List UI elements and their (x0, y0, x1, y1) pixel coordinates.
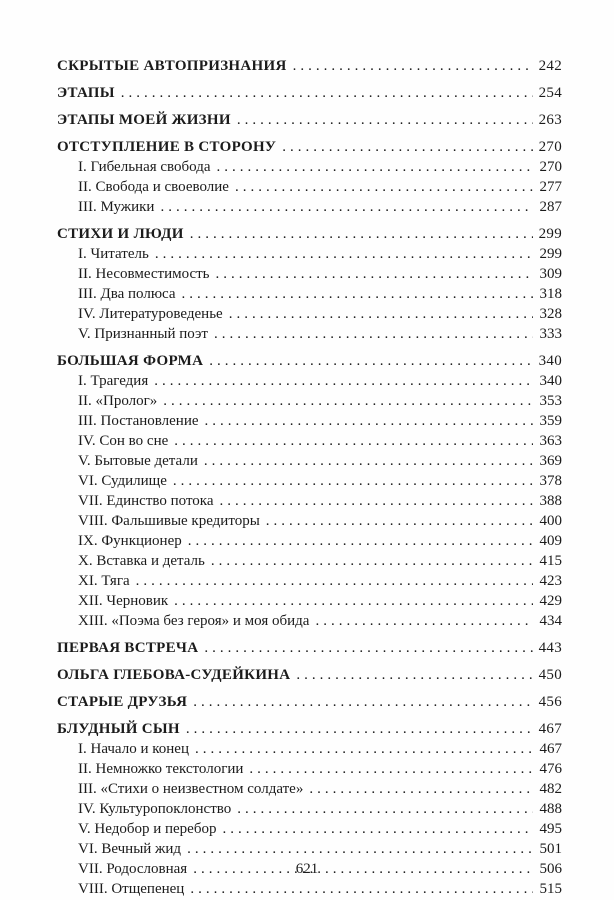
toc-entry-page: 456 (538, 694, 562, 710)
toc-entry-title: X. Вставка и деталь (78, 553, 205, 569)
toc-entry-title: XII. Черновик (78, 593, 169, 609)
toc-entry-page: 429 (539, 593, 562, 609)
toc-row (57, 611, 562, 631)
toc-entry-title: II. Несовместимость (78, 266, 210, 282)
toc-entry-page: 501 (539, 841, 562, 857)
toc-row (57, 411, 562, 431)
toc-entry-page: 482 (539, 781, 562, 797)
dot-leader (136, 571, 533, 591)
toc-row (57, 157, 562, 177)
toc-entry-title: I. Читатель (78, 246, 149, 262)
toc-row (57, 431, 562, 451)
dot-leader (249, 759, 533, 779)
toc-entry-title: II. Свобода и своеволие (78, 179, 229, 195)
dot-leader (282, 137, 533, 157)
toc-entry-title: ОЛЬГА ГЛЕБОВА-СУДЕЙКИНА (57, 667, 291, 683)
toc-row (57, 511, 562, 531)
toc-entry-page: 359 (539, 413, 562, 429)
toc-entry-page: 353 (539, 393, 562, 409)
toc-entry-title: XI. Тяга (78, 573, 130, 589)
toc-entry-title: СТИХИ И ЛЮДИ (57, 226, 184, 242)
dot-leader (193, 692, 533, 712)
toc-entry-page: 450 (538, 667, 562, 683)
dot-leader (173, 471, 533, 491)
toc-entry-title: I. Гибельная свобода (78, 159, 211, 175)
toc-entry-title: VIII. Отщепенец (78, 881, 185, 897)
toc-entry-title: V. Недобор и перебор (78, 821, 217, 837)
toc-row (57, 819, 562, 839)
dot-leader (205, 411, 533, 431)
toc-entry-page: 263 (538, 112, 562, 128)
toc-entry-page: 488 (539, 801, 562, 817)
toc-entry-page: 270 (539, 159, 562, 175)
dot-leader (121, 83, 533, 103)
toc-entry-page: 467 (539, 741, 562, 757)
toc-row (57, 371, 562, 391)
dot-leader (237, 799, 533, 819)
toc-entry-title: I. Трагедия (78, 373, 149, 389)
dot-leader (211, 551, 533, 571)
toc-entry-page: 409 (539, 533, 562, 549)
dot-leader (174, 431, 533, 451)
toc-row (57, 324, 562, 344)
toc-entry-title: III. Постановление (78, 413, 199, 429)
toc-entry-title: V. Бытовые детали (78, 453, 198, 469)
dot-leader (174, 591, 533, 611)
toc-entry-title: VI. Вечный жид (78, 841, 182, 857)
dot-leader (220, 491, 533, 511)
dot-leader (296, 665, 533, 685)
toc-entry-page: 415 (539, 553, 562, 569)
toc-row (57, 551, 562, 571)
toc-entry-page: 443 (538, 640, 562, 656)
dot-leader (163, 391, 533, 411)
toc-entry-title: БЛУДНЫЙ СЫН (57, 721, 180, 737)
dot-leader (204, 638, 533, 658)
toc-entry-page: 400 (539, 513, 562, 529)
toc-row (57, 224, 562, 244)
toc-entry-page: 434 (539, 613, 562, 629)
toc-entry-title: БОЛЬШАЯ ФОРМА (57, 353, 204, 369)
dot-leader (209, 351, 533, 371)
toc-entry-page: 287 (539, 199, 562, 215)
dot-leader (186, 719, 533, 739)
dot-leader (216, 264, 533, 284)
toc-row (57, 137, 562, 157)
toc-row (57, 779, 562, 799)
dot-leader (266, 511, 533, 531)
toc-row (57, 110, 562, 130)
toc-entry-page: 328 (539, 306, 562, 322)
dot-leader (195, 739, 533, 759)
toc-entry-page: 318 (539, 286, 562, 302)
toc-entry-page: 270 (538, 139, 562, 155)
dot-leader (204, 451, 533, 471)
toc-entry-title: IX. Функционер (78, 533, 182, 549)
toc-row (57, 264, 562, 284)
toc-row (57, 665, 562, 685)
toc-row (57, 197, 562, 217)
dot-leader (154, 371, 533, 391)
toc-entry-title: VII. Единство потока (78, 493, 214, 509)
toc-entry-page: 363 (539, 433, 562, 449)
toc-row (57, 391, 562, 411)
toc-entry-title: СКРЫТЫЕ АВТОПРИЗНАНИЯ (57, 58, 287, 74)
toc-row (57, 491, 562, 511)
toc-entry-page: 299 (539, 246, 562, 262)
toc-row (57, 471, 562, 491)
toc-entry-page: 277 (539, 179, 562, 195)
dot-leader (190, 224, 533, 244)
toc-entry-page: 495 (539, 821, 562, 837)
toc-entry-title: ОТСТУПЛЕНИЕ В СТОРОНУ (57, 139, 277, 155)
toc-entry-page: 299 (538, 226, 562, 242)
toc-entry-title: VIII. Фальшивые кредиторы (78, 513, 260, 529)
toc-entry-title: VII. Родословная (78, 861, 188, 877)
dot-leader (160, 197, 533, 217)
toc-row (57, 739, 562, 759)
toc-row (57, 571, 562, 591)
toc-entry-title: IV. Культуропоклонство (78, 801, 232, 817)
dot-leader (222, 819, 533, 839)
toc-row (57, 351, 562, 371)
toc-row (57, 56, 562, 76)
toc-entry-page: 388 (539, 493, 562, 509)
toc-entry-title: ЭТАПЫ МОЕЙ ЖИЗНИ (57, 112, 231, 128)
toc-row (57, 638, 562, 658)
toc-row (57, 304, 562, 324)
toc-entry-page: 242 (538, 58, 562, 74)
toc-row (57, 879, 562, 899)
dot-leader (217, 157, 533, 177)
dot-leader (182, 284, 533, 304)
toc-row (57, 719, 562, 739)
toc-row (57, 83, 562, 103)
dot-leader (293, 56, 533, 76)
toc-row (57, 177, 562, 197)
toc-entry-page: 378 (539, 473, 562, 489)
dot-leader (309, 779, 533, 799)
toc-list (57, 56, 562, 899)
toc-entry-title: I. Начало и конец (78, 741, 189, 757)
toc-entry-title: СТАРЫЕ ДРУЗЬЯ (57, 694, 188, 710)
toc-entry-page: 309 (539, 266, 562, 282)
dot-leader (187, 839, 533, 859)
toc-row (57, 244, 562, 264)
toc-row (57, 759, 562, 779)
toc-entry-page: 515 (539, 881, 562, 897)
toc-row (57, 284, 562, 304)
toc-entry-title: IV. Литературоведенье (78, 306, 223, 322)
dot-leader (188, 531, 533, 551)
toc-entry-page: 333 (539, 326, 562, 342)
toc-entry-page: 254 (538, 85, 562, 101)
toc-entry-title: V. Признанный поэт (78, 326, 208, 342)
toc-row (57, 591, 562, 611)
toc-entry-page: 369 (539, 453, 562, 469)
toc-entry-page: 476 (539, 761, 562, 777)
toc-entry-title: VI. Судилище (78, 473, 167, 489)
toc-row (57, 451, 562, 471)
toc-entry-title: ЭТАПЫ (57, 85, 115, 101)
dot-leader (237, 110, 533, 130)
dot-leader (214, 324, 533, 344)
toc-entry-title: III. Два полюса (78, 286, 176, 302)
toc-row (57, 692, 562, 712)
toc-entry-title: III. «Стихи о неизвестном солдате» (78, 781, 304, 797)
dot-leader (235, 177, 533, 197)
toc-entry-page: 340 (539, 373, 562, 389)
toc-entry-title: XIII. «Поэма без героя» и моя обида (78, 613, 310, 629)
toc-row (57, 531, 562, 551)
dot-leader (190, 879, 533, 899)
dot-leader (229, 304, 533, 324)
toc-entry-title: III. Мужики (78, 199, 155, 215)
toc-entry-page: 506 (539, 861, 562, 877)
dot-leader (315, 611, 533, 631)
toc-entry-title: ПЕРВАЯ ВСТРЕЧА (57, 640, 199, 656)
toc-entry-title: II. Немножко текстологии (78, 761, 244, 777)
toc-entry-page: 340 (538, 353, 562, 369)
toc-row (57, 799, 562, 819)
toc-entry-page: 467 (538, 721, 562, 737)
toc-entry-title: II. «Пролог» (78, 393, 158, 409)
toc-entry-title: IV. Сон во сне (78, 433, 169, 449)
dot-leader (155, 244, 533, 264)
page-number: 621 (295, 861, 319, 877)
toc-entry-page: 423 (539, 573, 562, 589)
toc-row (57, 839, 562, 859)
